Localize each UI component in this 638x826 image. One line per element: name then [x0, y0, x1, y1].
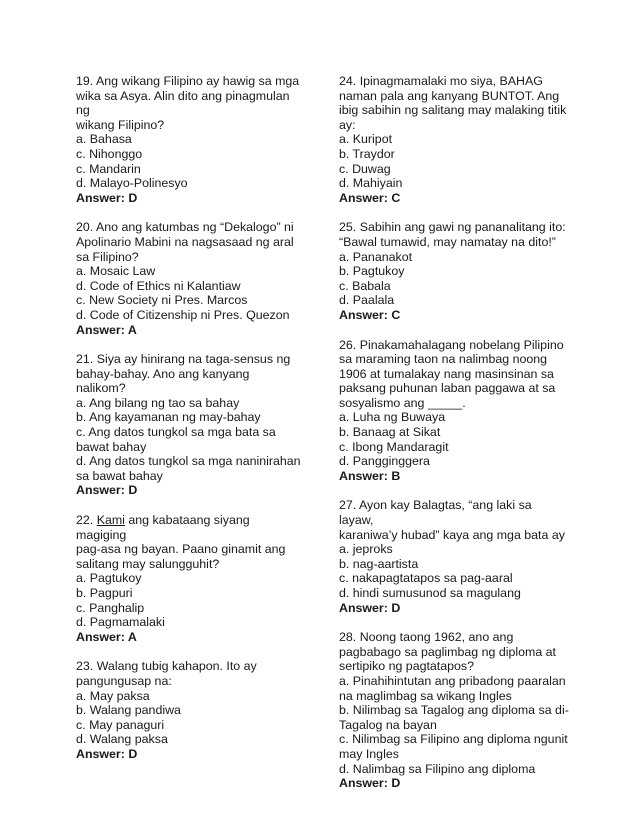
option: c. Duwag — [339, 161, 391, 176]
option: c. Babala — [339, 278, 391, 293]
option: d. Walang paksa — [76, 732, 168, 747]
question-21 — [76, 352, 302, 498]
question-text: 26. Pinakamahalagang nobelang Pilipino sa maraming taon na nalimbag noong 1906 at tumalakay nang masinsinan sa paksang puhunan laban paggawa at sa sosyalismo ang _____. — [339, 337, 564, 410]
answer: Answer: A — [76, 322, 137, 337]
option: c. Ibong Mandaragit — [339, 439, 449, 454]
question-text: 27. Ayon kay Balagtas, “ang laki sa layaw, karaniwa’y hubad” kaya ang mga bata ay — [339, 498, 565, 542]
option: d. Mahiyain — [339, 176, 403, 191]
underlined-word: Kami — [96, 513, 125, 528]
option: d. Paalala — [339, 293, 395, 308]
option: b. Pagpuri — [76, 586, 133, 600]
question-23 — [76, 659, 302, 761]
option: c. May panaguri — [76, 717, 165, 732]
option: c. Nihonggo — [76, 146, 143, 161]
option: a. Pagtukoy — [76, 571, 142, 586]
option: c. nakapagtatapos sa pag-aaral — [339, 571, 513, 586]
option: a. jeproks — [339, 542, 393, 557]
option: d. Code of Citizenship ni Pres. Quezon — [76, 307, 290, 322]
option: b. nag-aartista — [339, 556, 419, 571]
option: a. Pananakot — [339, 249, 413, 264]
option: a. Luha ng Buwaya — [339, 410, 446, 425]
right-column — [339, 74, 569, 806]
question-text: 24. Ipinagmamalaki mo siya, BAHAG naman pala ang kanyang BUNTOT. Ang ibig sabihin ng salitang may malaking titik ay: — [339, 74, 567, 132]
answer: Answer: B — [339, 468, 401, 483]
option: b. Traydor — [339, 146, 395, 161]
option: a. Ang bilang ng tao sa bahay — [76, 395, 240, 410]
option: d. Code of Ethics ni Kalantiaw — [76, 278, 241, 293]
option: a. Kuripot — [339, 132, 393, 147]
option: c. Nilimbag sa Filipino ang diploma ngunit may Ingles — [339, 732, 568, 761]
option: a. Pinahihintutan ang pribadong paaralan na maglimbag sa wikang Ingles — [339, 673, 566, 703]
question-22 — [76, 513, 302, 644]
answer: Answer: A — [76, 629, 137, 644]
option: b. Ang kayamanan ng may-bahay — [76, 410, 261, 425]
option: c. New Society ni Pres. Marcos — [76, 293, 248, 308]
option: b. Nilimbag sa Tagalog ang diploma sa di- Tagalog na bayan — [339, 703, 569, 732]
question-text: 19. Ang wikang Filipino ay hawig sa mga wika sa Asya. Alin dito ang pinagmulan ng wikang Filipino? — [76, 74, 300, 132]
option: d. Ang datos tungkol sa mga naninirahan sa bawat bahay — [76, 454, 301, 483]
question-27 — [339, 498, 569, 615]
question-25 — [339, 220, 569, 322]
question-text: 21. Siya ay hinirang na taga-sensus ng bahay-bahay. Ano ang kanyang nalikom? — [76, 352, 291, 396]
question-24 — [339, 74, 569, 205]
option: b. Pagtukoy — [339, 264, 405, 279]
question-20 — [76, 220, 302, 337]
question-28 — [339, 630, 569, 791]
option: d. Nalimbag sa Filipino ang diploma — [339, 761, 536, 776]
option: c. Mandarin — [76, 161, 141, 176]
answer: Answer: D — [339, 600, 401, 615]
option: c. Ang datos tungkol sa mga bata sa bawat bahay — [76, 425, 276, 454]
answer: Answer: C — [339, 307, 401, 322]
option: d. Pangginggera — [339, 454, 430, 469]
answer: Answer: C — [339, 190, 401, 205]
question-text: 25. Sabihin ang gawi ng pananalitang ito: “Bawal tumawid, may namatay na dito!” — [339, 220, 566, 249]
option: c. Panghalip — [76, 600, 145, 615]
question-19 — [76, 74, 302, 205]
answer: Answer: D — [76, 190, 138, 205]
answer: Answer: D — [339, 776, 401, 791]
option: b. Banaag at Sikat — [339, 425, 441, 440]
option: a. Mosaic Law — [76, 264, 156, 279]
question-text: 22. Kami ang kabataang siyang magiging pag-asa ng bayan. Paano ginamit ang salitang may salungguhit? — [76, 513, 286, 571]
question-text: 28. Noong taong 1962, ano ang pagbabago sa paglimbag ng diploma at sertipiko ng pagtatapos? — [339, 630, 556, 674]
left-column — [76, 74, 302, 777]
answer: Answer: D — [76, 746, 138, 761]
option: b. Walang pandiwa — [76, 703, 181, 718]
option: d. Pagmamalaki — [76, 615, 165, 630]
option: d. hindi sumusunod sa magulang — [339, 586, 521, 600]
question-26 — [339, 338, 569, 484]
option: a. Bahasa — [76, 132, 132, 147]
question-text: 23. Walang tubig kahapon. Ito ay pangungusap na: — [76, 659, 257, 688]
option: a. May paksa — [76, 688, 150, 703]
option: d. Malayo-Polinesyo — [76, 176, 188, 191]
answer: Answer: D — [76, 483, 138, 498]
question-text: 20. Ano ang katumbas ng “Dekalogo” ni Apolinario Mabini na nagsasaad ng aral sa Filipino? — [76, 220, 294, 264]
